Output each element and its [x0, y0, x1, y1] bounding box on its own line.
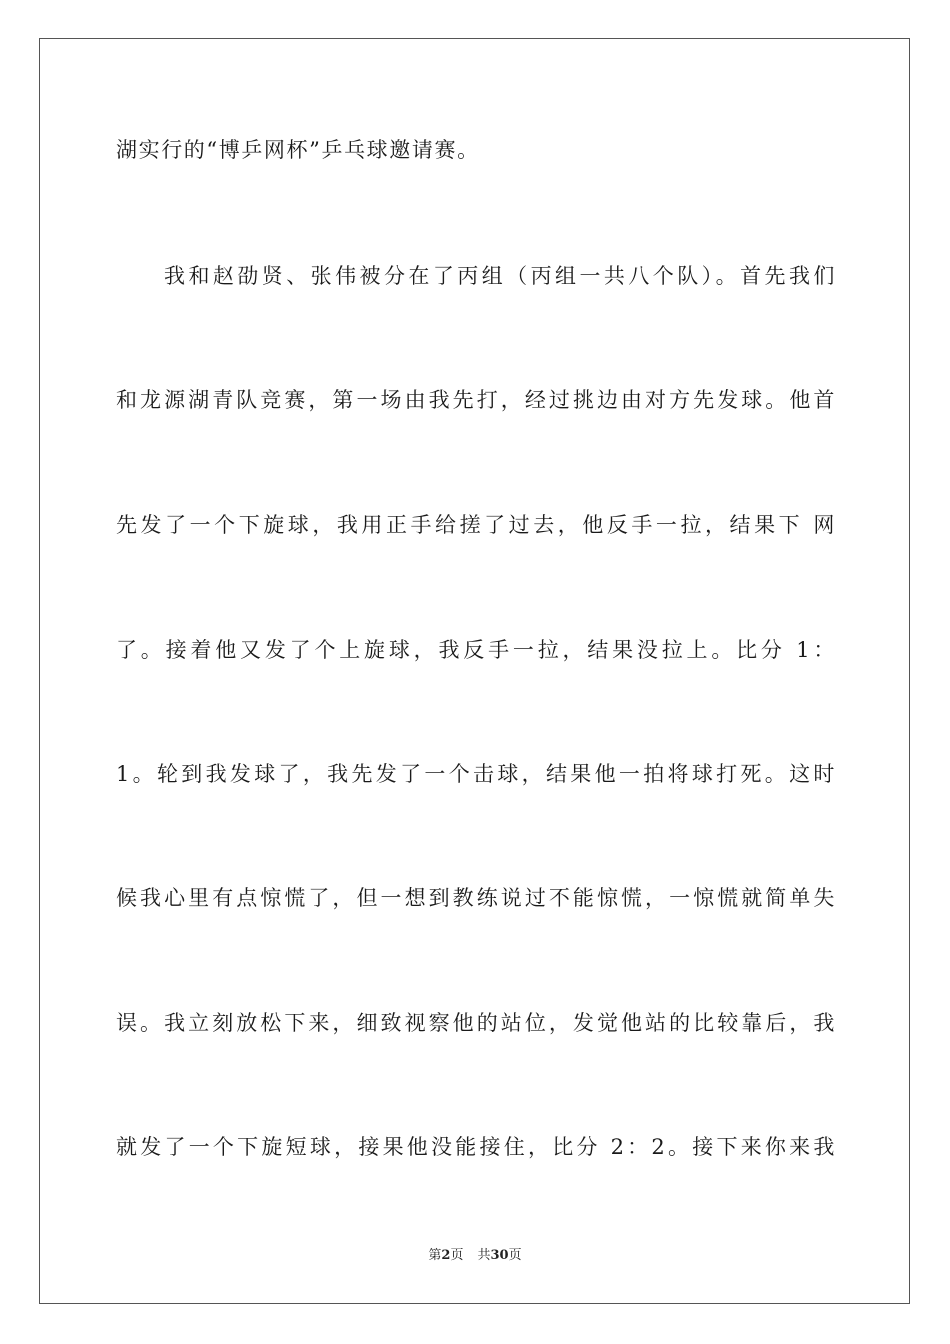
total-pages: 30: [490, 1248, 509, 1263]
text-line-9: 就发了一个下旋短球，接果他没能接住，比分 2：2。接下来你来我: [116, 1135, 836, 1159]
text-line-3: 和龙源湖青队竞赛，第一场由我先打，经过挑边由对方先发球。他首: [116, 388, 836, 412]
total-suffix: 页: [508, 1248, 522, 1263]
page-suffix: 页: [450, 1248, 464, 1263]
text-line-1: 湖实行的“博乒网杯”乒乓球邀请赛。: [116, 138, 480, 162]
text-line-8: 误。我立刻放松下来，细致视察他的站位，发觉他站的比较靠后，我: [116, 1011, 836, 1035]
text-line-6: 1。轮到我发球了，我先发了一个击球，结果他一拍将球打死。这时: [116, 762, 836, 786]
page-border: [39, 38, 910, 1304]
page-footer: [0, 1247, 950, 1265]
text-line-7: 候我心里有点惊慌了，但一想到教练说过不能惊慌，一惊慌就简单失: [116, 886, 836, 910]
page-prefix: 第: [428, 1248, 442, 1263]
text-line-2: 我和赵劭贤、张伟被分在了丙组（丙组一共八个队）。首先我们: [164, 264, 836, 288]
text-line-4: 先发了一个下旋球，我用正手给搓了过去，他反手一拉，结果下 网: [116, 513, 836, 537]
total-prefix: 共: [477, 1248, 491, 1263]
page-number: 2: [441, 1248, 451, 1263]
text-line-5: 了。接着他又发了个上旋球，我反手一拉，结果没拉上。比分 1：: [116, 638, 836, 662]
